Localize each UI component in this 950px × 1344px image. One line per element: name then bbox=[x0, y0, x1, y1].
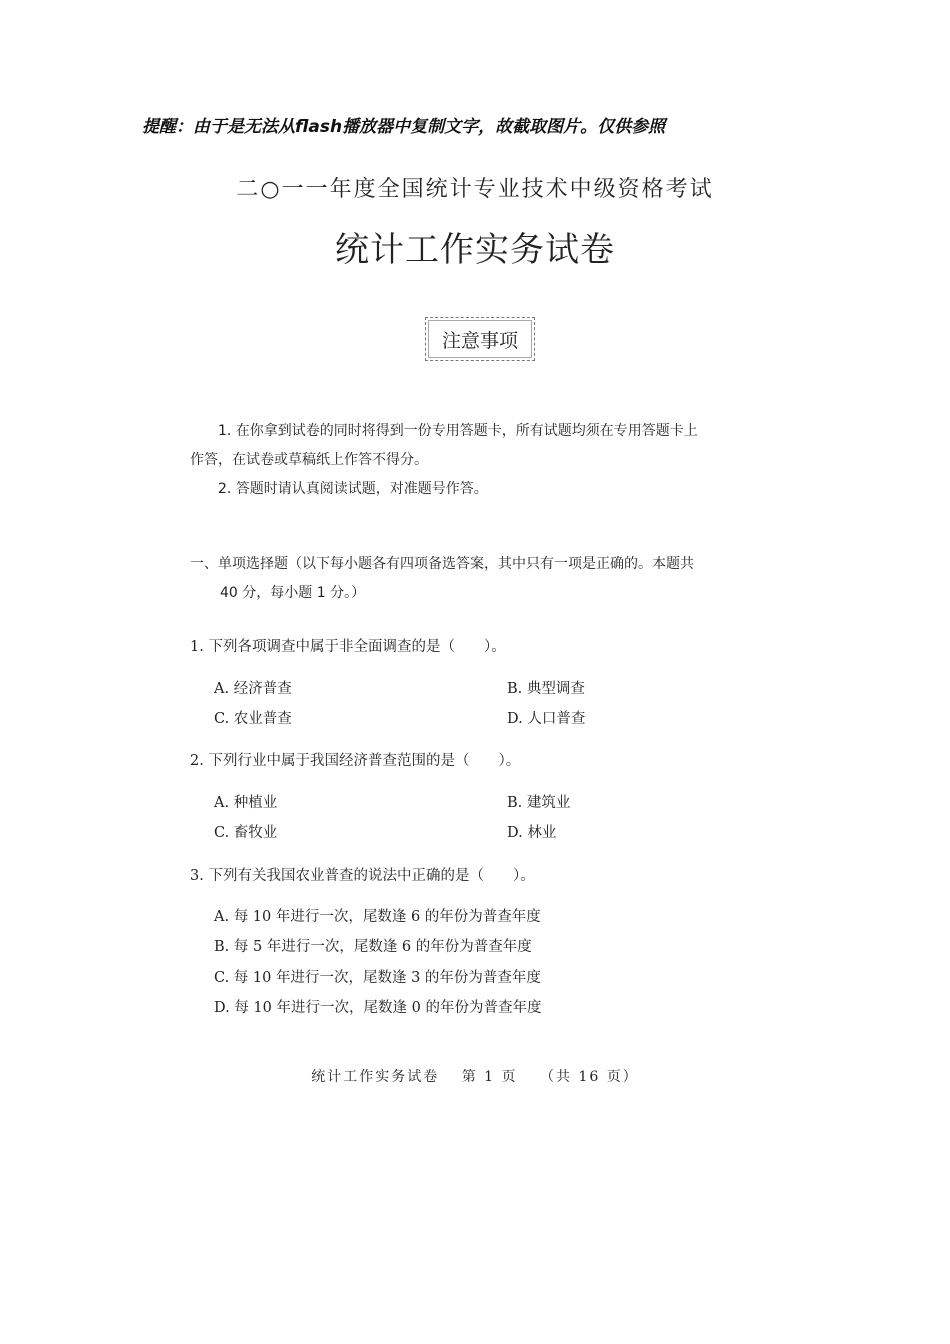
question-3-option-b: B. 每 5 年进行一次，尾数逢 6 的年份为普查年度 bbox=[214, 939, 532, 955]
question-2-option-c: C. 畜牧业 bbox=[214, 825, 278, 841]
notice-item-2: 2. 答题时请认真阅读试题，对准题号作答。 bbox=[218, 481, 488, 497]
question-2: 2. 下列行业中属于我国经济普查范围的是（ ）。 bbox=[190, 753, 521, 769]
question-2-option-b: B. 建筑业 bbox=[507, 795, 571, 811]
notice-item-1: 1. 在你拿到试卷的同时将得到一份专用答题卡，所有试题均须在专用答题卡上 bbox=[218, 423, 698, 439]
footer-page-total: （共 16 页） bbox=[540, 1069, 639, 1085]
question-3-option-a: A. 每 10 年进行一次，尾数逢 6 的年份为普查年度 bbox=[214, 909, 541, 925]
page-footer bbox=[0, 1066, 950, 1086]
question-3-option-c: C. 每 10 年进行一次，尾数逢 3 的年份为普查年度 bbox=[214, 970, 541, 986]
question-1-option-c: C. 农业普查 bbox=[214, 711, 292, 727]
footer-page-number: 第 1 页 bbox=[461, 1069, 518, 1085]
reminder-note: 提醒：由于是无法从flash播放器中复制文字，故截取图片。仅供参照 bbox=[142, 117, 666, 137]
question-1-option-a: A. 经济普查 bbox=[214, 681, 292, 697]
footer-paper-name: 统计工作实务试卷 bbox=[311, 1069, 440, 1085]
question-3: 3. 下列有关我国农业普查的说法中正确的是（ ）。 bbox=[190, 868, 535, 884]
paper-title: 统计工作实务试卷 bbox=[335, 230, 615, 270]
exam-title: 二○一一年度全国统计专业技术中级资格考试 bbox=[236, 177, 714, 202]
question-2-option-d: D. 林业 bbox=[507, 825, 557, 841]
question-1-option-d: D. 人口普查 bbox=[507, 711, 586, 727]
notice-heading-box bbox=[425, 317, 535, 361]
question-1: 1. 下列各项调查中属于非全面调查的是（ ）。 bbox=[190, 639, 506, 655]
question-3-option-d: D. 每 10 年进行一次，尾数逢 0 的年份为普查年度 bbox=[214, 1000, 542, 1016]
question-2-option-a: A. 种植业 bbox=[214, 795, 278, 811]
notice-heading: 注意事项 bbox=[441, 329, 518, 352]
section-heading: 一、单项选择题（以下每小题各有四项备选答案，其中只有一项是正确的。本题共 bbox=[190, 556, 694, 572]
question-1-option-b: B. 典型调查 bbox=[507, 681, 585, 697]
section-heading-cont: 40 分，每小题 1 分。） bbox=[220, 585, 366, 601]
notice-item-1-cont: 作答，在试卷或草稿纸上作答不得分。 bbox=[190, 452, 428, 468]
